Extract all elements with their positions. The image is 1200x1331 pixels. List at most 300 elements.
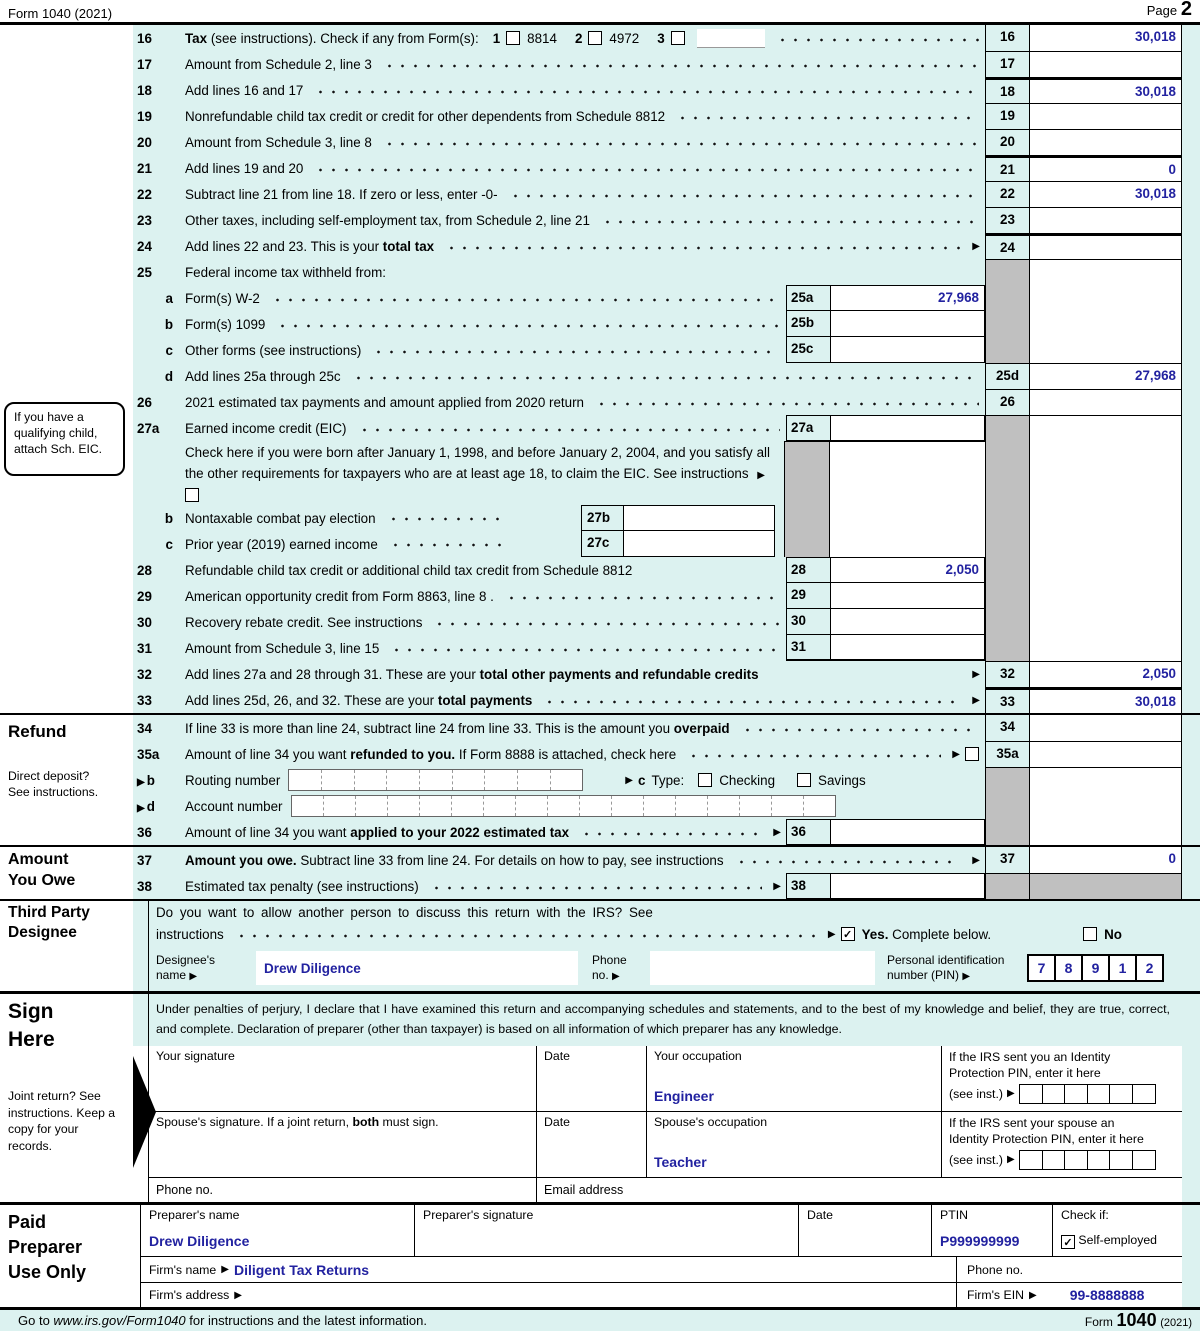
line-16-amount[interactable]: 30,018 xyxy=(1029,25,1182,51)
arrow-icon: ▶ xyxy=(773,826,781,838)
joint-return-note: Joint return? See instructions. Keep a copy for your records. xyxy=(8,1088,122,1154)
arrow-icon: ▶ xyxy=(1007,1154,1015,1165)
line-34-box: 34 xyxy=(985,715,1029,741)
dot-leader xyxy=(599,207,979,233)
form-line-18 xyxy=(0,77,1200,103)
line-number: 33 xyxy=(137,692,152,708)
form-line-16: 16 Tax (see instructions). Check if any from Form(s): 1 8814 2 4972 3 16 30,018 xyxy=(0,25,1200,51)
dot-leader xyxy=(774,25,979,51)
shaded-cell xyxy=(985,311,1029,337)
dot-leader xyxy=(385,511,505,525)
deposit-area xyxy=(1029,793,1182,819)
line-letter: d xyxy=(164,368,173,384)
designee-name-input[interactable]: Drew Diligence xyxy=(256,951,578,985)
line-18-box: 18 xyxy=(985,77,1029,103)
ip-pin-text: If the IRS sent you an Identity xyxy=(949,1050,1111,1064)
designee-pin-input[interactable]: 7 8 9 1 2 xyxy=(1029,954,1164,982)
dot-leader xyxy=(381,129,979,155)
line-number: 31 xyxy=(137,640,152,656)
shaded-cell xyxy=(784,531,829,557)
line-label: American opportunity credit from Form 8863, line 8 . xyxy=(185,588,494,604)
dot-leader xyxy=(312,77,979,103)
third-party-question-line1: Do you want to allow another person to discuss this return with the IRS? See xyxy=(156,904,653,920)
arrow-icon: ▶ xyxy=(137,776,145,788)
designee-phone-label: Phone no. xyxy=(592,952,627,982)
check-if-label: Check if: xyxy=(1061,1208,1109,1222)
dot-leader xyxy=(431,609,780,635)
shaded-cell xyxy=(985,767,1029,793)
credits-area xyxy=(1029,583,1182,609)
third-party-yes-checkbox[interactable]: ✓ xyxy=(841,927,855,941)
line-label: Recovery rebate credit. See instructions xyxy=(185,614,423,630)
line-letter: a xyxy=(165,290,173,306)
firm-name-label: Firm's name xyxy=(149,1262,217,1277)
line-number: 32 xyxy=(137,666,152,682)
form-4972-checkbox[interactable] xyxy=(588,31,602,45)
form-line-35b-routing xyxy=(0,767,1200,793)
line-37-amount[interactable]: 0 xyxy=(1029,847,1182,873)
eic-check-text: Check here if you were born after January 1, 1998, and before January 2, 2004, and you satisfy all the other requirements for taxpayers who are at least age 18, to claim the EIC. See instructions xyxy=(185,445,770,481)
self-employed-label: Self-employed xyxy=(1078,1233,1158,1247)
form-line-34: 34 If line 33 is more than line 24, subtract line 24 from line 33. This is the amount you overpaid 34 xyxy=(0,715,1200,741)
phone-email-row xyxy=(0,1178,1200,1202)
line-number: 24 xyxy=(137,238,152,254)
form-line-27b xyxy=(0,505,1200,531)
dot-leader xyxy=(739,715,979,741)
line-number: 18 xyxy=(137,82,152,98)
credits-area xyxy=(1029,609,1182,635)
withholding-area xyxy=(1029,285,1182,311)
form-line-27a xyxy=(0,415,1200,441)
withholding-area xyxy=(1029,259,1182,285)
direct-deposit-note: Direct deposit? See instructions. xyxy=(8,769,99,799)
shaded-cell xyxy=(985,793,1029,819)
line-38-box: 38 xyxy=(786,873,830,899)
other-form-checkbox[interactable] xyxy=(671,31,685,45)
form-line-31 xyxy=(0,635,1200,661)
form-line-25c xyxy=(0,337,1200,363)
form-line-26 xyxy=(0,389,1200,415)
line-17-amount[interactable] xyxy=(1029,51,1182,77)
line-25c-box: 25c xyxy=(786,337,830,363)
dot-leader xyxy=(578,819,762,845)
page-header xyxy=(0,0,1200,22)
date-label: Date xyxy=(544,1049,570,1063)
line-33-box: 33 xyxy=(985,687,1029,713)
designee-row xyxy=(0,945,1200,991)
arrow-icon: ▶ xyxy=(1007,1088,1015,1099)
spouse-occupation-value[interactable]: Teacher xyxy=(654,1154,707,1170)
shaded-cell xyxy=(985,609,1029,635)
line-28-box: 28 xyxy=(786,557,830,583)
line-number: 22 xyxy=(137,186,152,202)
line-number: 35a xyxy=(137,746,160,762)
preparer-name-value[interactable]: Drew Diligence xyxy=(149,1233,250,1249)
line-25b-amount[interactable] xyxy=(830,311,985,337)
line-22-amount[interactable]: 30,018 xyxy=(1029,181,1182,207)
form-line-25 xyxy=(0,259,1200,285)
line-26-amount[interactable] xyxy=(1029,389,1182,415)
arrow-icon: ▶ xyxy=(757,469,765,481)
line-number: 17 xyxy=(137,56,152,72)
dot-leader xyxy=(503,583,780,609)
line-19-box: 19 xyxy=(985,103,1029,129)
form-line-28 xyxy=(0,557,1200,583)
shaded-cell xyxy=(985,557,1029,583)
routing-number-label: Routing number xyxy=(185,772,281,788)
line-number: 27a xyxy=(137,420,160,436)
form-8814-label: 8814 xyxy=(527,30,557,46)
dot-leader xyxy=(685,741,941,767)
firm-phone-label: Phone no. xyxy=(967,1262,1024,1277)
eic-age-checkbox[interactable] xyxy=(185,488,199,502)
taxpayer-ip-pin-input[interactable] xyxy=(1021,1084,1156,1104)
line-23-amount[interactable] xyxy=(1029,207,1182,233)
sign-here-perjury xyxy=(0,994,1200,1046)
shaded-cell xyxy=(985,583,1029,609)
taxpayer-signature-row: Your signature Date Your occupation Engineer If the IRS sent you an Identity Protection PIN, enter it here (see inst.) ▶ xyxy=(0,1046,1200,1112)
preparer-name-label: Preparer's name xyxy=(149,1208,240,1222)
line-25d-box: 25d xyxy=(985,363,1029,389)
shaded-cell xyxy=(985,285,1029,311)
form-8814-checkbox[interactable] xyxy=(506,31,520,45)
line-number: 36 xyxy=(137,824,152,840)
arrow-icon: ▶ xyxy=(972,668,980,680)
line-label: Amount from Schedule 2, line 3 xyxy=(185,56,372,72)
third-party-no-checkbox[interactable] xyxy=(1083,927,1097,941)
form-8888-checkbox[interactable] xyxy=(965,747,979,761)
firm-phone-field[interactable] xyxy=(956,1257,1182,1282)
line-30-box: 30 xyxy=(786,609,830,635)
form-option-3: 3 xyxy=(657,30,665,46)
form-option-2: 2 xyxy=(574,30,583,46)
form-line-19 xyxy=(0,103,1200,129)
line-28-amount[interactable]: 2,050 xyxy=(830,557,985,583)
dot-leader xyxy=(370,337,780,363)
arrow-icon: ▶ xyxy=(962,970,971,982)
deposit-area xyxy=(1029,767,1182,793)
line-label: Nontaxable combat pay election xyxy=(185,510,376,526)
section-title-amount-you-owe: Amount You Owe xyxy=(8,851,76,889)
line-20-box: 20 xyxy=(985,129,1029,155)
form-option-1: 1 xyxy=(492,30,501,46)
dot-leader xyxy=(541,687,961,713)
designee-name-label: Designee's name xyxy=(156,952,215,982)
line-label: Prior year (2019) earned income xyxy=(185,536,378,552)
credits-area xyxy=(1029,531,1182,557)
third-party-question-line2: instructions xyxy=(156,926,224,942)
arrow-icon: ▶ xyxy=(972,240,980,252)
eic-area xyxy=(829,531,985,557)
dot-leader xyxy=(269,285,780,311)
line-number: 37 xyxy=(137,852,152,868)
line-number: 19 xyxy=(137,108,152,124)
credits-area xyxy=(1029,505,1182,531)
form-line-32: 32 Add lines 27a and 28 through 31. These are your total other payments and refundable credits ▶ 32 2,050 xyxy=(0,661,1200,687)
line-25a-box: 25a xyxy=(786,285,830,311)
form-line-17 xyxy=(0,51,1200,77)
line-31-amount[interactable] xyxy=(830,635,985,661)
ptin-label: PTIN xyxy=(940,1208,969,1222)
form-line-23 xyxy=(0,207,1200,233)
dot-leader xyxy=(356,415,781,441)
checking-checkbox[interactable] xyxy=(698,773,712,787)
form-title: Form 1040 (2021) xyxy=(8,6,113,21)
line-34-amount[interactable] xyxy=(1029,715,1182,741)
arrow-icon: ▶ xyxy=(189,970,198,982)
line-26-box: 26 xyxy=(985,389,1029,415)
line-number: 29 xyxy=(137,588,152,604)
credits-area xyxy=(1029,415,1182,441)
account-number-label: Account number xyxy=(185,798,283,814)
form-line-33: 33 Add lines 25d, 26, and 32. These are your total payments ▶ 33 30,018 xyxy=(0,687,1200,713)
line-number: 38 xyxy=(137,878,152,894)
your-signature-label: Your signature xyxy=(156,1049,235,1063)
line-27a-box: 27a xyxy=(786,415,830,441)
form-number: 1040 xyxy=(1116,1310,1157,1330)
spouse-occupation-label: Spouse's occupation xyxy=(654,1115,768,1129)
arrow-icon: ▶ xyxy=(625,774,633,786)
line-35a-amount[interactable] xyxy=(1029,741,1182,767)
dot-leader xyxy=(312,155,979,181)
shaded-cell xyxy=(985,635,1029,661)
line-label: Nonrefundable child tax credit or credit for other dependents from Schedule 8812 xyxy=(185,108,666,124)
firm-address-label: Firm's address xyxy=(149,1288,230,1302)
section-title-refund: Refund xyxy=(8,722,67,741)
dot-leader xyxy=(350,363,979,389)
shaded-cell xyxy=(985,337,1029,363)
spouse-ip-pin-text: If the IRS sent your spouse an xyxy=(949,1116,1115,1130)
eic-qualifying-child-note: If you have a qualifying child, attach Sch. EIC. xyxy=(4,402,125,476)
form-line-35a: 35a Amount of line 34 you want refunded to you. If Form 8888 is attached, check here ▶ 35a xyxy=(0,741,1200,767)
form-line-30 xyxy=(0,609,1200,635)
arrow-icon: ▶ xyxy=(137,802,145,814)
routing-number-input[interactable] xyxy=(288,769,583,791)
line-label: Amount from Schedule 3, line 15 xyxy=(185,640,380,656)
eic-area xyxy=(829,441,985,505)
spouse-signature-row: Spouse's signature. If a joint return, both must sign. Date Spouse's occupation Teacher If the IRS sent your spouse an Identity Protection PIN, enter it here (see inst.) ▶ xyxy=(0,1112,1200,1178)
other-form-write-in[interactable] xyxy=(697,29,765,48)
preparer-signature-label: Preparer's signature xyxy=(423,1208,534,1222)
line-label: Federal income tax withheld from: xyxy=(185,264,386,280)
your-occupation-label: Your occupation xyxy=(654,1049,742,1063)
ptin-value[interactable]: P999999999 xyxy=(940,1233,1020,1249)
line-label: Add lines 19 and 20 xyxy=(185,160,304,176)
line-38-amount[interactable] xyxy=(830,873,985,899)
page-footer: Go to www.irs.gov/Form1040 for instructions and the latest information. Form 1040 (2021) xyxy=(0,1310,1200,1331)
dot-leader xyxy=(387,537,507,551)
phone-label[interactable]: Phone no. xyxy=(156,1183,213,1197)
line-25c-amount[interactable] xyxy=(830,337,985,363)
line-number: 21 xyxy=(137,160,152,176)
eic-age-checkbox-block xyxy=(0,441,1200,505)
form-line-20 xyxy=(0,129,1200,155)
form-line-24: 24 Add lines 22 and 23. This is your total tax ▶ 24 xyxy=(0,233,1200,259)
savings-label: Savings xyxy=(818,772,866,788)
shaded-cell xyxy=(784,441,829,505)
line-25d-amount[interactable]: 27,968 xyxy=(1029,363,1182,389)
line-36-amount[interactable] xyxy=(830,819,985,845)
line-letter: b xyxy=(164,316,173,332)
line-number: 16 xyxy=(137,30,152,46)
form-line-25a xyxy=(0,285,1200,311)
preparer-row-3 xyxy=(0,1283,1200,1307)
arrow-icon: ▶ xyxy=(952,748,960,760)
line-number: 20 xyxy=(137,134,152,150)
line-27a-amount[interactable] xyxy=(830,415,985,441)
line-27c-amount[interactable] xyxy=(623,531,775,557)
see-inst-label: (see inst.) xyxy=(949,1087,1003,1101)
line-letter: d xyxy=(146,798,155,814)
line-18-amount[interactable]: 30,018 xyxy=(1029,77,1182,103)
form-line-21 xyxy=(0,155,1200,181)
form-line-38 xyxy=(0,873,1200,899)
line-29-amount[interactable] xyxy=(830,583,985,609)
left-margin xyxy=(0,25,133,51)
line-23-box: 23 xyxy=(985,207,1029,233)
no-label: No xyxy=(1104,926,1122,942)
form-line-25b xyxy=(0,311,1200,337)
checking-label: Checking xyxy=(719,772,776,788)
line-32-amount[interactable]: 2,050 xyxy=(1029,661,1182,687)
credits-area xyxy=(1029,441,1182,505)
page-indicator: Page 2 xyxy=(1146,0,1192,20)
line-label: Amount from Schedule 3, line 8 xyxy=(185,134,372,150)
irs-url-link[interactable]: www.irs.gov/Form1040 xyxy=(53,1313,186,1328)
line-letter: b xyxy=(146,772,155,788)
line-21-box: 21 xyxy=(985,155,1029,181)
arrow-icon: ▶ xyxy=(773,880,781,892)
line-25a-amount[interactable]: 27,968 xyxy=(830,285,985,311)
line-29-box: 29 xyxy=(786,583,830,609)
type-letter: c xyxy=(637,772,646,788)
arrow-icon: ▶ xyxy=(221,1264,229,1275)
type-label: Type: xyxy=(651,772,685,788)
account-number-input[interactable] xyxy=(291,795,836,817)
deposit-area xyxy=(1029,819,1182,845)
withholding-area xyxy=(1029,337,1182,363)
section-title-sign-here: Sign Here xyxy=(8,998,55,1054)
section-title-third-party-designee: Third Party Designee xyxy=(8,904,90,941)
savings-checkbox[interactable] xyxy=(797,773,811,787)
firm-ein-value[interactable]: 99-8888888 xyxy=(1069,1287,1145,1303)
line-label: Add lines 16 and 17 xyxy=(185,82,304,98)
arrow-icon: ▶ xyxy=(234,1289,242,1301)
line-letter: b xyxy=(164,510,173,526)
credits-area xyxy=(1029,557,1182,583)
line-number: 26 xyxy=(137,394,152,410)
shaded-cell xyxy=(985,259,1029,285)
line-19-amount[interactable] xyxy=(1029,103,1182,129)
withholding-area xyxy=(1029,311,1182,337)
line-21-amount[interactable]: 0 xyxy=(1029,155,1182,181)
line-label: Other forms (see instructions) xyxy=(185,342,362,358)
form-line-25d xyxy=(0,363,1200,389)
form-line-27c xyxy=(0,531,1200,557)
dot-leader xyxy=(593,389,979,415)
arrow-icon: ▶ xyxy=(1029,1289,1037,1301)
email-label[interactable]: Email address xyxy=(536,1178,1182,1202)
form-line-37: 37 Amount you owe. Subtract line 33 from line 24. For details on how to pay, see instructions ▶ 37 0 xyxy=(0,847,1200,873)
your-occupation-value[interactable]: Engineer xyxy=(654,1088,714,1104)
arrow-icon: ▶ xyxy=(612,970,620,982)
designee-pin-label: Personal identification number (PIN) xyxy=(887,952,1005,982)
form-line-22 xyxy=(0,181,1200,207)
arrow-icon: ▶ xyxy=(972,854,980,866)
preparer-date-label: Date xyxy=(807,1208,833,1222)
line-number: 23 xyxy=(137,212,152,228)
line-letter: c xyxy=(165,342,173,358)
shaded-cell xyxy=(1029,873,1182,899)
shaded-cell xyxy=(985,441,1029,505)
eic-area xyxy=(829,505,985,531)
line-label: Form(s) 1099 xyxy=(185,316,266,332)
line-20-amount[interactable] xyxy=(1029,129,1182,155)
dot-leader xyxy=(733,847,962,873)
dot-leader xyxy=(674,103,979,129)
line-label: 2021 estimated tax payments and amount applied from 2020 return xyxy=(185,394,584,410)
line-label: Earned income credit (EIC) xyxy=(185,420,347,436)
preparer-row-2 xyxy=(0,1257,1200,1283)
arrow-icon: ▶ xyxy=(972,694,980,706)
page-number: 2 xyxy=(1180,0,1192,20)
dot-leader xyxy=(274,311,780,337)
arrow-icon: ▶ xyxy=(827,928,836,940)
dot-leader xyxy=(233,923,817,945)
line-27b-box: 27b xyxy=(581,505,623,531)
dot-leader xyxy=(388,635,780,661)
spouse-ip-pin-input[interactable] xyxy=(1021,1150,1156,1170)
perjury-statement: Under penalties of perjury, I declare that I have examined this return and accompanying schedules and statements, and to the best of my knowledge and belief, they are true, correct, and complete. Declaration of preparer (other than taxpayer) is based on all information of which preparer has any knowledge. xyxy=(148,994,1182,1046)
third-party-designee-question: Do you want to allow another person to discuss this return with the IRS? See instructions ▶ ✓ Yes. Complete below. No xyxy=(0,901,1200,945)
line-label: Refundable child tax credit or additional child tax credit from Schedule 8812 xyxy=(185,562,633,578)
form-line-29 xyxy=(0,583,1200,609)
dot-leader xyxy=(443,233,961,259)
self-employed-checkbox[interactable]: ✓ xyxy=(1061,1235,1075,1249)
line-27b-amount[interactable] xyxy=(623,505,775,531)
line-label: Other taxes, including self-employment tax, from Schedule 2, line 21 xyxy=(185,212,590,228)
line-letter: c xyxy=(165,536,173,552)
section-title-paid-preparer: Paid Preparer Use Only xyxy=(8,1210,86,1285)
shaded-cell xyxy=(985,505,1029,531)
shaded-cell xyxy=(985,415,1029,441)
dot-leader xyxy=(507,181,979,207)
line-33-amount[interactable]: 30,018 xyxy=(1029,687,1182,713)
shaded-cell xyxy=(985,873,1029,899)
shaded-cell xyxy=(985,531,1029,557)
line-24-amount[interactable] xyxy=(1029,233,1182,259)
line-22-box: 22 xyxy=(985,181,1029,207)
line-32-box: 32 xyxy=(985,661,1029,687)
line-36-box: 36 xyxy=(786,819,830,845)
preparer-row-1 xyxy=(0,1205,1200,1257)
see-inst-label: (see inst.) xyxy=(949,1153,1003,1167)
dot-leader xyxy=(428,873,763,899)
line-35a-box: 35a xyxy=(985,741,1029,767)
designee-phone-input[interactable] xyxy=(650,951,875,985)
line-number: 28 xyxy=(137,562,152,578)
firm-name-value[interactable]: Diligent Tax Returns xyxy=(233,1261,370,1278)
line-number: 34 xyxy=(137,720,152,736)
form-line-35d-account xyxy=(0,793,1200,819)
line-37-box: 37 xyxy=(985,847,1029,873)
line-31-box: 31 xyxy=(786,635,830,661)
line-label: Subtract line 21 from line 18. If zero or less, enter -0- xyxy=(185,186,498,202)
form-4972-label: 4972 xyxy=(609,30,640,46)
line-25b-box: 25b xyxy=(786,311,830,337)
line-30-amount[interactable] xyxy=(830,609,985,635)
line-16-box: 16 xyxy=(985,25,1029,51)
